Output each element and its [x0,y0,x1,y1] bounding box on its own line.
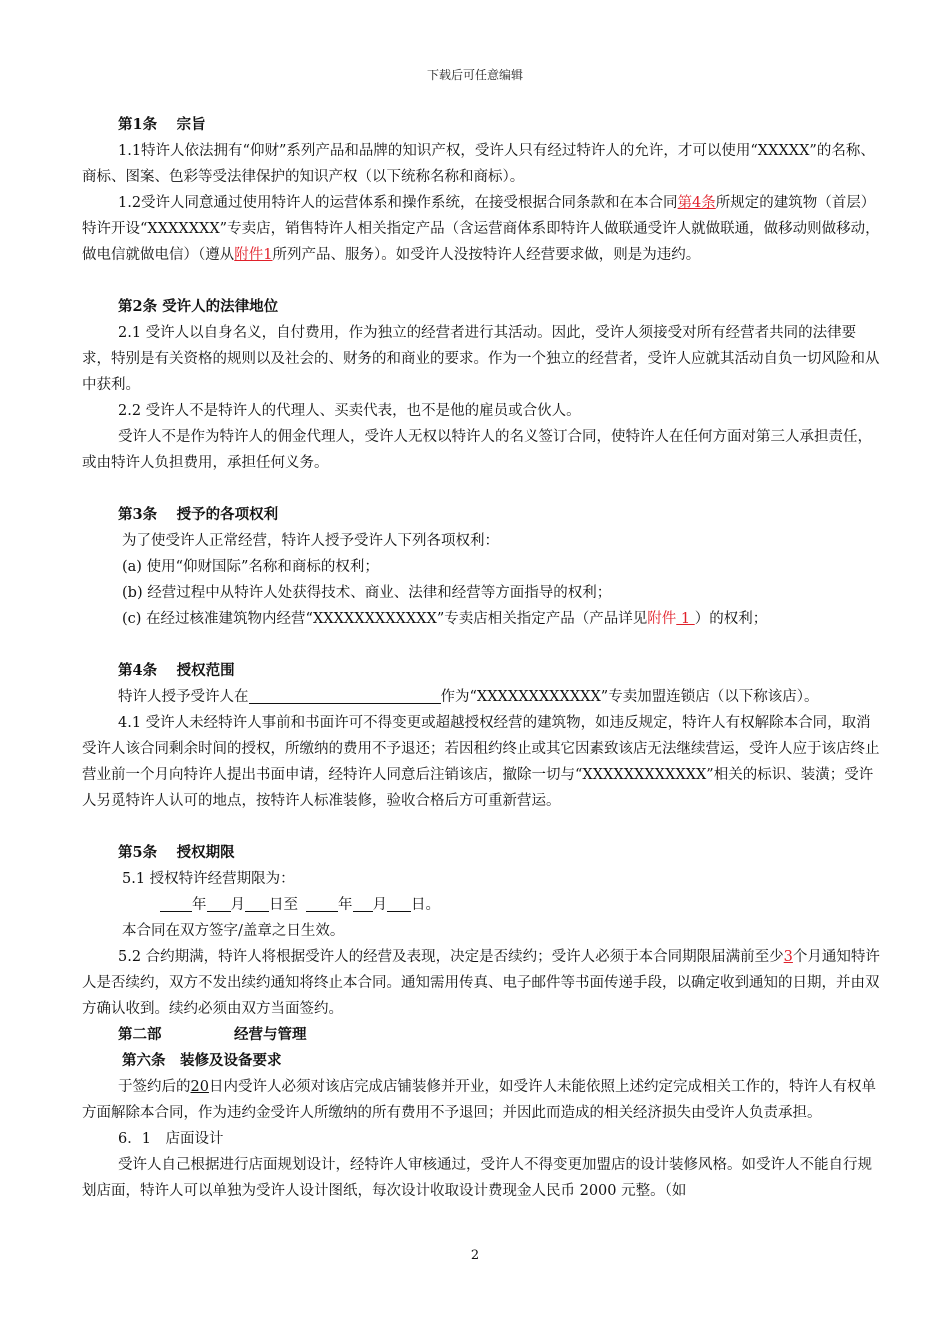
section-1-para-2 [82,190,882,268]
start-day-blank[interactable] [245,895,269,912]
text-run: 月 [230,897,245,913]
text-run: 特许人授予受许人在 [118,689,249,705]
end-year-blank[interactable] [306,895,338,912]
section-5-title: 第5条 授权期限 [118,844,235,861]
text-run: 年 [338,897,353,913]
appendix-link[interactable]: 附件 [647,611,677,627]
section-6-title: 第六条 装修及设备要求 [122,1052,282,1069]
section-4-intro [82,684,882,710]
text-run: 个月通知特许人是否续约，双方不发出续约通知将终止本合同。通知需用传真、电子邮件等书面传递手段，以确定收到通知的日期，并由双方确认收到。续约必须由双方当面签约。 [82,949,880,1017]
document-body [82,112,882,1204]
end-day-blank[interactable] [387,895,411,912]
notice-months: 3 [783,949,793,965]
text-run: ）的权利； [694,611,768,627]
page-header: 下载后可任意编辑 [426,68,523,82]
text-run: 日至 [269,897,298,913]
text-run: 月 [372,897,387,913]
section-2-title: 第2条 受许人的法律地位 [118,298,279,315]
section-2-para-2: 2.2 受许人不是特许人的代理人、买卖代表，也不是他的雇员或合伙人。 [118,403,581,419]
location-blank[interactable] [249,687,441,704]
text-run: (c) 在经过核准建筑物内经营“XXXXXXXXXXXX”专卖店相关指定产品（产品详见 [122,611,648,627]
section-3-title: 第3条 授予的各项权利 [118,506,279,523]
section-3-item-b: (b) 经营过程中从特许人处获得技术、商业、法律和经营等方面指导的权利； [122,585,612,601]
section-6-para-1 [82,1074,882,1126]
section-5-para-3 [82,944,882,1022]
page-number: 2 [470,1248,480,1263]
start-year-blank[interactable] [160,895,192,912]
section-3-item-a: (a) 使用“仰财国际”名称和商标的权利； [122,559,379,575]
section-6-1-title: 6．1 店面设计 [118,1131,224,1147]
section-2-para-1: 2.1 受许人以自身名义，自付费用，作为独立的经营者进行其活动。因此，受许人须接受对所有经营者共同的法律要求，特别是有关资格的规则以及社会的、财务的和商业的要求。作为一个独立的经营者，受许人应就其活动自负一切风险和从中获利。 [82,325,880,393]
date-range-line [82,892,882,918]
end-month-blank[interactable] [353,895,373,912]
text-run: 日。 [411,897,440,913]
section-1-para-1: 1.1特许人依法拥有“仰财”系列产品和品牌的知识产权，受许人只有经过特许人的允许，才可以使用“XXXXX”的名称、商标、图案、色彩等受法律保护的知识产权（以下统称名称和商标）。 [82,143,875,185]
text-run: 于签约后的 [118,1079,191,1095]
part-2-title: 第二部 经营与管理 [118,1026,307,1043]
section-1-title: 第1条 宗旨 [118,116,206,133]
text-run: 所规定的建筑物（首层）特许开设“XXXXXXX”专卖店，销售特许人相关指定产品（含运营商体系即特许人做联通受许人就做联通，做移动则做移动，做电信就做电信）（遵从 [82,195,880,263]
article-4-link[interactable]: 第4条 [677,195,716,211]
text-run: 5.2 合约期满，特许人将根据受许人的经营及表现，决定是否续约；受许人必须于本合同期限届满前至少 [118,949,784,965]
section-6-para-2: 受许人自己根据进行店面规划设计，经特许人审核通过，受许人不得变更加盟店的设计装修风格。如受许人不能自行规划店面，特许人可以单独为受许人设计图纸，每次设计收取设计费现金人民币 2000 元整。（如 [82,1157,872,1199]
days-value: 20 [190,1079,209,1095]
text-run: 作为“XXXXXXXXXXXX”专卖加盟连锁店（以下称该店）。 [440,689,819,705]
text-run: 所列产品、服务）。如受许人没按特许人经营要求做，则是为违约。 [272,247,701,263]
text-run: 年 [192,897,207,913]
start-month-blank[interactable] [207,895,231,912]
section-4-para-1: 4.1 受许人未经特许人事前和书面许可不得变更或超越授权经营的建筑物，如违反规定，特许人有权解除本合同，取消受许人该合同剩余时间的授权，所缴纳的费用不予退还；若因租约终止或其它因素致该店无法继续营运，受许人应于该店终止营业前一个月向特许人提出书面申请，经特许人同意后注销该店，撤除一切与“XXXXXXXXXXXX”相关的标识、装潢；受许人另觅特许人认可的地点，按特许人标准装修，验收合格后方可重新营运。 [82,715,880,809]
appendix-1-link[interactable]: 附件1 [234,247,273,263]
appendix-number[interactable]: 1 [676,611,695,627]
section-3-item-c [82,606,882,632]
text-run: 1.2受许人同意通过使用特许人的运营体系和操作系统，在接受根据合同条款和在本合同 [118,195,678,211]
text-run: 日内受许人必须对该店完成店铺装修并开业，如受许人未能依照上述约定完成相关工作的，特许人有权单方面解除本合同，作为违约金受许人所缴纳的所有费用不予退回；并因此而造成的相关经济损失由受许人负责承担。 [82,1079,876,1121]
section-5-para-1: 5.1 授权特许经营期限为： [122,871,295,887]
section-5-para-2: 本合同在双方签字/盖章之日生效。 [122,923,345,939]
section-4-title: 第4条 授权范围 [118,662,235,679]
section-2-para-3: 受许人不是作为特许人的佣金代理人，受许人无权以特许人的名义签订合同，使特许人在任何方面对第三人承担责任，或由特许人负担费用，承担任何义务。 [82,429,872,471]
section-3-intro: 为了使受许人正常经营，特许人授予受许人下列各项权利： [122,533,499,549]
